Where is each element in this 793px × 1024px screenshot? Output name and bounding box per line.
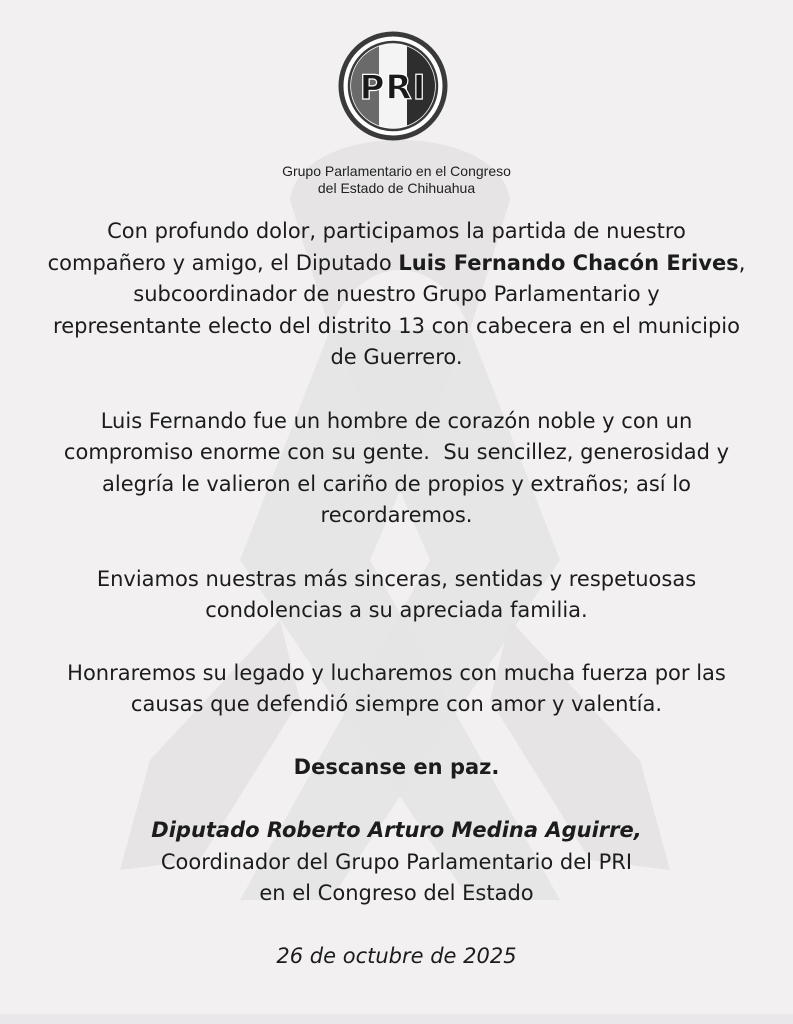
p2-line-3: alegría le valieron el cariño de propios y extraños; así lo xyxy=(101,471,691,496)
p1-line-4: representante electo del distrito 13 con cabecera en el municipio xyxy=(53,313,740,338)
p1-line-5: de Guerrero. xyxy=(330,345,463,369)
org-line-2: del Estado de Chihuahua xyxy=(317,180,476,196)
signatory-title-2: en el Congreso del Estado xyxy=(259,881,534,905)
signature-block xyxy=(30,815,763,910)
p2-line-4: recordaremos. xyxy=(320,503,473,527)
p2-line-1: Luis Fernando fue un hombre de corazón noble y con un xyxy=(100,408,693,433)
p2-line-2: compromiso enorme con su gente. Su sencillez, generosidad y xyxy=(63,440,730,464)
condolence-message xyxy=(30,216,763,972)
p4-line-1: Honraremos su legado y lucharemos con mucha fuerza por las xyxy=(67,660,726,685)
p1-line-2-text: compañero y amigo, el Diputado xyxy=(47,250,399,275)
paragraph-3 xyxy=(30,564,763,627)
p3-line-2: condolencias a su apreciada familia. xyxy=(205,598,588,622)
signatory-name: Diputado Roberto Arturo Medina Aguirre, xyxy=(151,818,642,842)
p4-line-2: causas que defendió siempre con amor y valentía. xyxy=(130,692,663,716)
paragraph-1 xyxy=(30,216,763,374)
p1-line-1: Con profundo dolor, participamos la partida de nuestro xyxy=(107,219,686,243)
p1-line-3: subcoordinador de nuestro Grupo Parlamentario y xyxy=(133,282,660,306)
deceased-name: Luis Fernando Chacón Erives xyxy=(398,250,739,275)
p1-line-2-comma: , xyxy=(738,250,746,275)
signatory-title-1: Coordinador del Grupo Parlamentario del PRI xyxy=(160,849,633,874)
bottom-edge-bar xyxy=(0,1014,793,1024)
p3-line-1: Enviamos nuestras más sinceras, sentidas y respetuosas xyxy=(96,566,697,591)
paragraph-2 xyxy=(30,406,763,532)
paragraph-4 xyxy=(30,658,763,721)
p1-line-2 xyxy=(30,248,763,280)
date: 26 de octubre de 2025 xyxy=(276,943,517,968)
org-line-1: Grupo Parlamentario en el Congreso xyxy=(282,163,511,179)
organization-header xyxy=(0,163,793,197)
rest-in-peace: Descanse en paz. xyxy=(293,754,500,779)
pri-logo xyxy=(338,31,448,141)
logo-text: PRI xyxy=(359,68,427,108)
